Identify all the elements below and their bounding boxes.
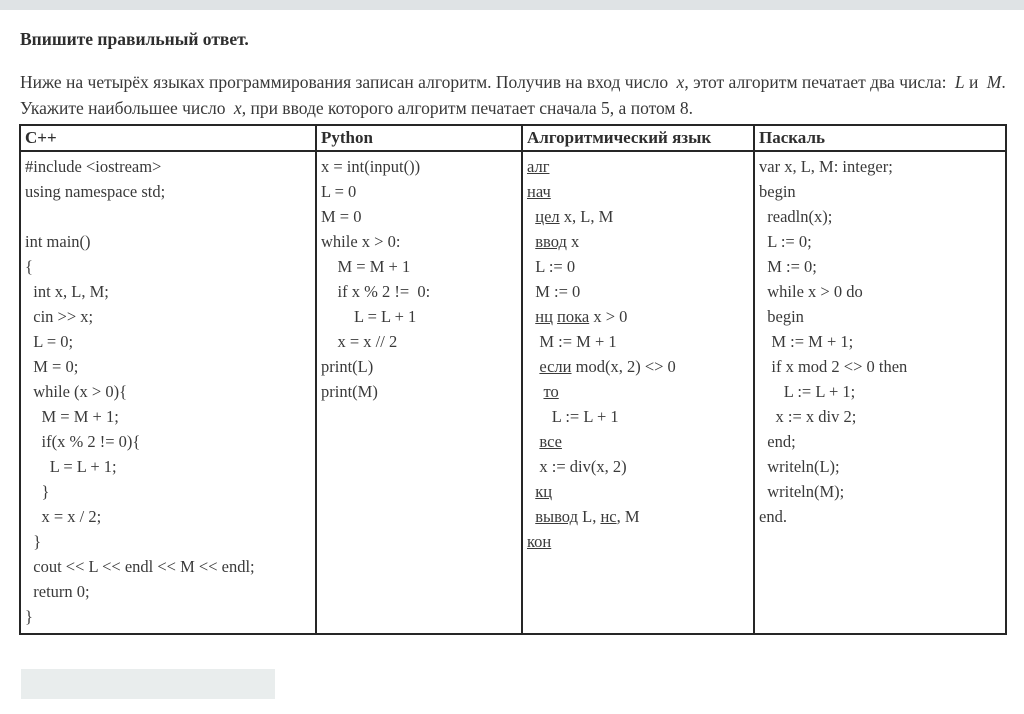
code-line: M := 0 <box>527 282 581 301</box>
code-line: writeln(L); <box>759 457 840 476</box>
code-line: нц пока x > 0 <box>535 307 628 326</box>
code-line: L := 0; <box>759 232 812 251</box>
code-line: L = L + 1; <box>25 457 117 476</box>
code-line: int main() <box>25 232 91 251</box>
question-part: , при вводе которого алгоритм печатает сначала 5, а потом 8. <box>241 98 693 118</box>
answer-input[interactable] <box>21 669 275 699</box>
code-line: вывод L, нс, M <box>535 507 640 526</box>
code-line: cout << L << endl << M << endl; <box>25 557 255 576</box>
code-line: end; <box>759 432 796 451</box>
code-table <box>19 124 1007 635</box>
code-line: int x, L, M; <box>25 282 109 301</box>
code-line: while x > 0 do <box>759 282 863 301</box>
code-line: } <box>25 482 50 501</box>
question-part: , этот алгоритм печатает два числа: <box>684 72 951 92</box>
code-line: M = 0 <box>321 207 362 226</box>
code-line: кц <box>535 482 553 501</box>
code-line: if(x % 2 != 0){ <box>25 432 141 451</box>
code-line: x := div(x, 2) <box>527 457 627 476</box>
code-line: { <box>25 257 33 276</box>
code-line: end. <box>759 507 787 526</box>
code-line: L = 0 <box>321 182 357 201</box>
code-cell-python <box>316 151 522 634</box>
code-line: x = int(input()) <box>321 157 421 176</box>
code-cell-algorithmic <box>522 151 754 634</box>
code-line: M = M + 1 <box>321 257 411 276</box>
code-cell-cpp <box>20 151 316 634</box>
code-line: begin <box>759 182 796 201</box>
code-line: #include <iostream> <box>25 157 162 176</box>
code-line: нач <box>527 182 551 201</box>
code-cell-pascal <box>754 151 1006 634</box>
code-line: ввод x <box>535 232 580 251</box>
column-header-pascal: Паскаль <box>754 125 1006 151</box>
code-line: все <box>539 432 562 451</box>
question-variable-x: x <box>233 98 242 118</box>
question-variable-l: L <box>954 72 965 92</box>
code-line: L = L + 1 <box>321 307 417 326</box>
column-header-cpp: C++ <box>20 125 316 151</box>
code-line: L = 0; <box>25 332 74 351</box>
table-code-row <box>20 151 1006 634</box>
code-line: L := 0 <box>527 257 576 276</box>
code-line: while (x > 0){ <box>25 382 127 401</box>
column-header-algorithmic: Алгоритмический язык <box>522 125 754 151</box>
code-line: readln(x); <box>759 207 833 226</box>
code-line: while x > 0: <box>321 232 401 251</box>
code-line: кон <box>527 532 552 551</box>
code-line: print(L) <box>321 357 374 376</box>
code-line: var x, L, M: integer; <box>759 157 893 176</box>
code-line: M = M + 1; <box>25 407 119 426</box>
code-line: L := L + 1 <box>527 407 619 426</box>
code-line: алг <box>527 157 550 176</box>
code-line: M := M + 1; <box>759 332 854 351</box>
code-line: x = x / 2; <box>25 507 102 526</box>
code-line <box>25 204 312 229</box>
code-line: цел x, L, M <box>535 207 614 226</box>
code-line: то <box>543 382 559 401</box>
question-page <box>0 29 1024 699</box>
code-line: x := x div 2; <box>759 407 857 426</box>
code-line: } <box>25 532 42 551</box>
code-line: if x mod 2 <> 0 then <box>759 357 908 376</box>
code-line: M := 0; <box>759 257 817 276</box>
column-header-python: Python <box>316 125 522 151</box>
question-part: Ниже на четырёх языках программирования записан алгоритм. Получив на вход число <box>20 72 673 92</box>
code-line: return 0; <box>25 582 90 601</box>
code-line: if x % 2 != 0: <box>321 282 431 301</box>
table-header-row <box>20 125 1006 151</box>
code-line: x = x // 2 <box>321 332 398 351</box>
code-line: print(M) <box>321 382 378 401</box>
question-part: . Укажите наибольшее число <box>20 72 1006 118</box>
code-line: cin >> x; <box>25 307 94 326</box>
question-variable-m: M <box>986 72 1002 92</box>
top-strip <box>0 0 1024 10</box>
code-line: L := L + 1; <box>759 382 856 401</box>
question-text <box>20 69 1006 121</box>
question-variable-x: x <box>676 72 685 92</box>
code-line: using namespace std; <box>25 182 166 201</box>
code-line: M = 0; <box>25 357 79 376</box>
code-line: если mod(x, 2) <> 0 <box>539 357 676 376</box>
code-line: writeln(M); <box>759 482 845 501</box>
code-line: M := M + 1 <box>527 332 617 351</box>
code-line: } <box>25 607 33 626</box>
code-line: begin <box>759 307 804 326</box>
page-title: Впишите правильный ответ. <box>20 29 249 49</box>
question-part: и <box>964 72 983 92</box>
